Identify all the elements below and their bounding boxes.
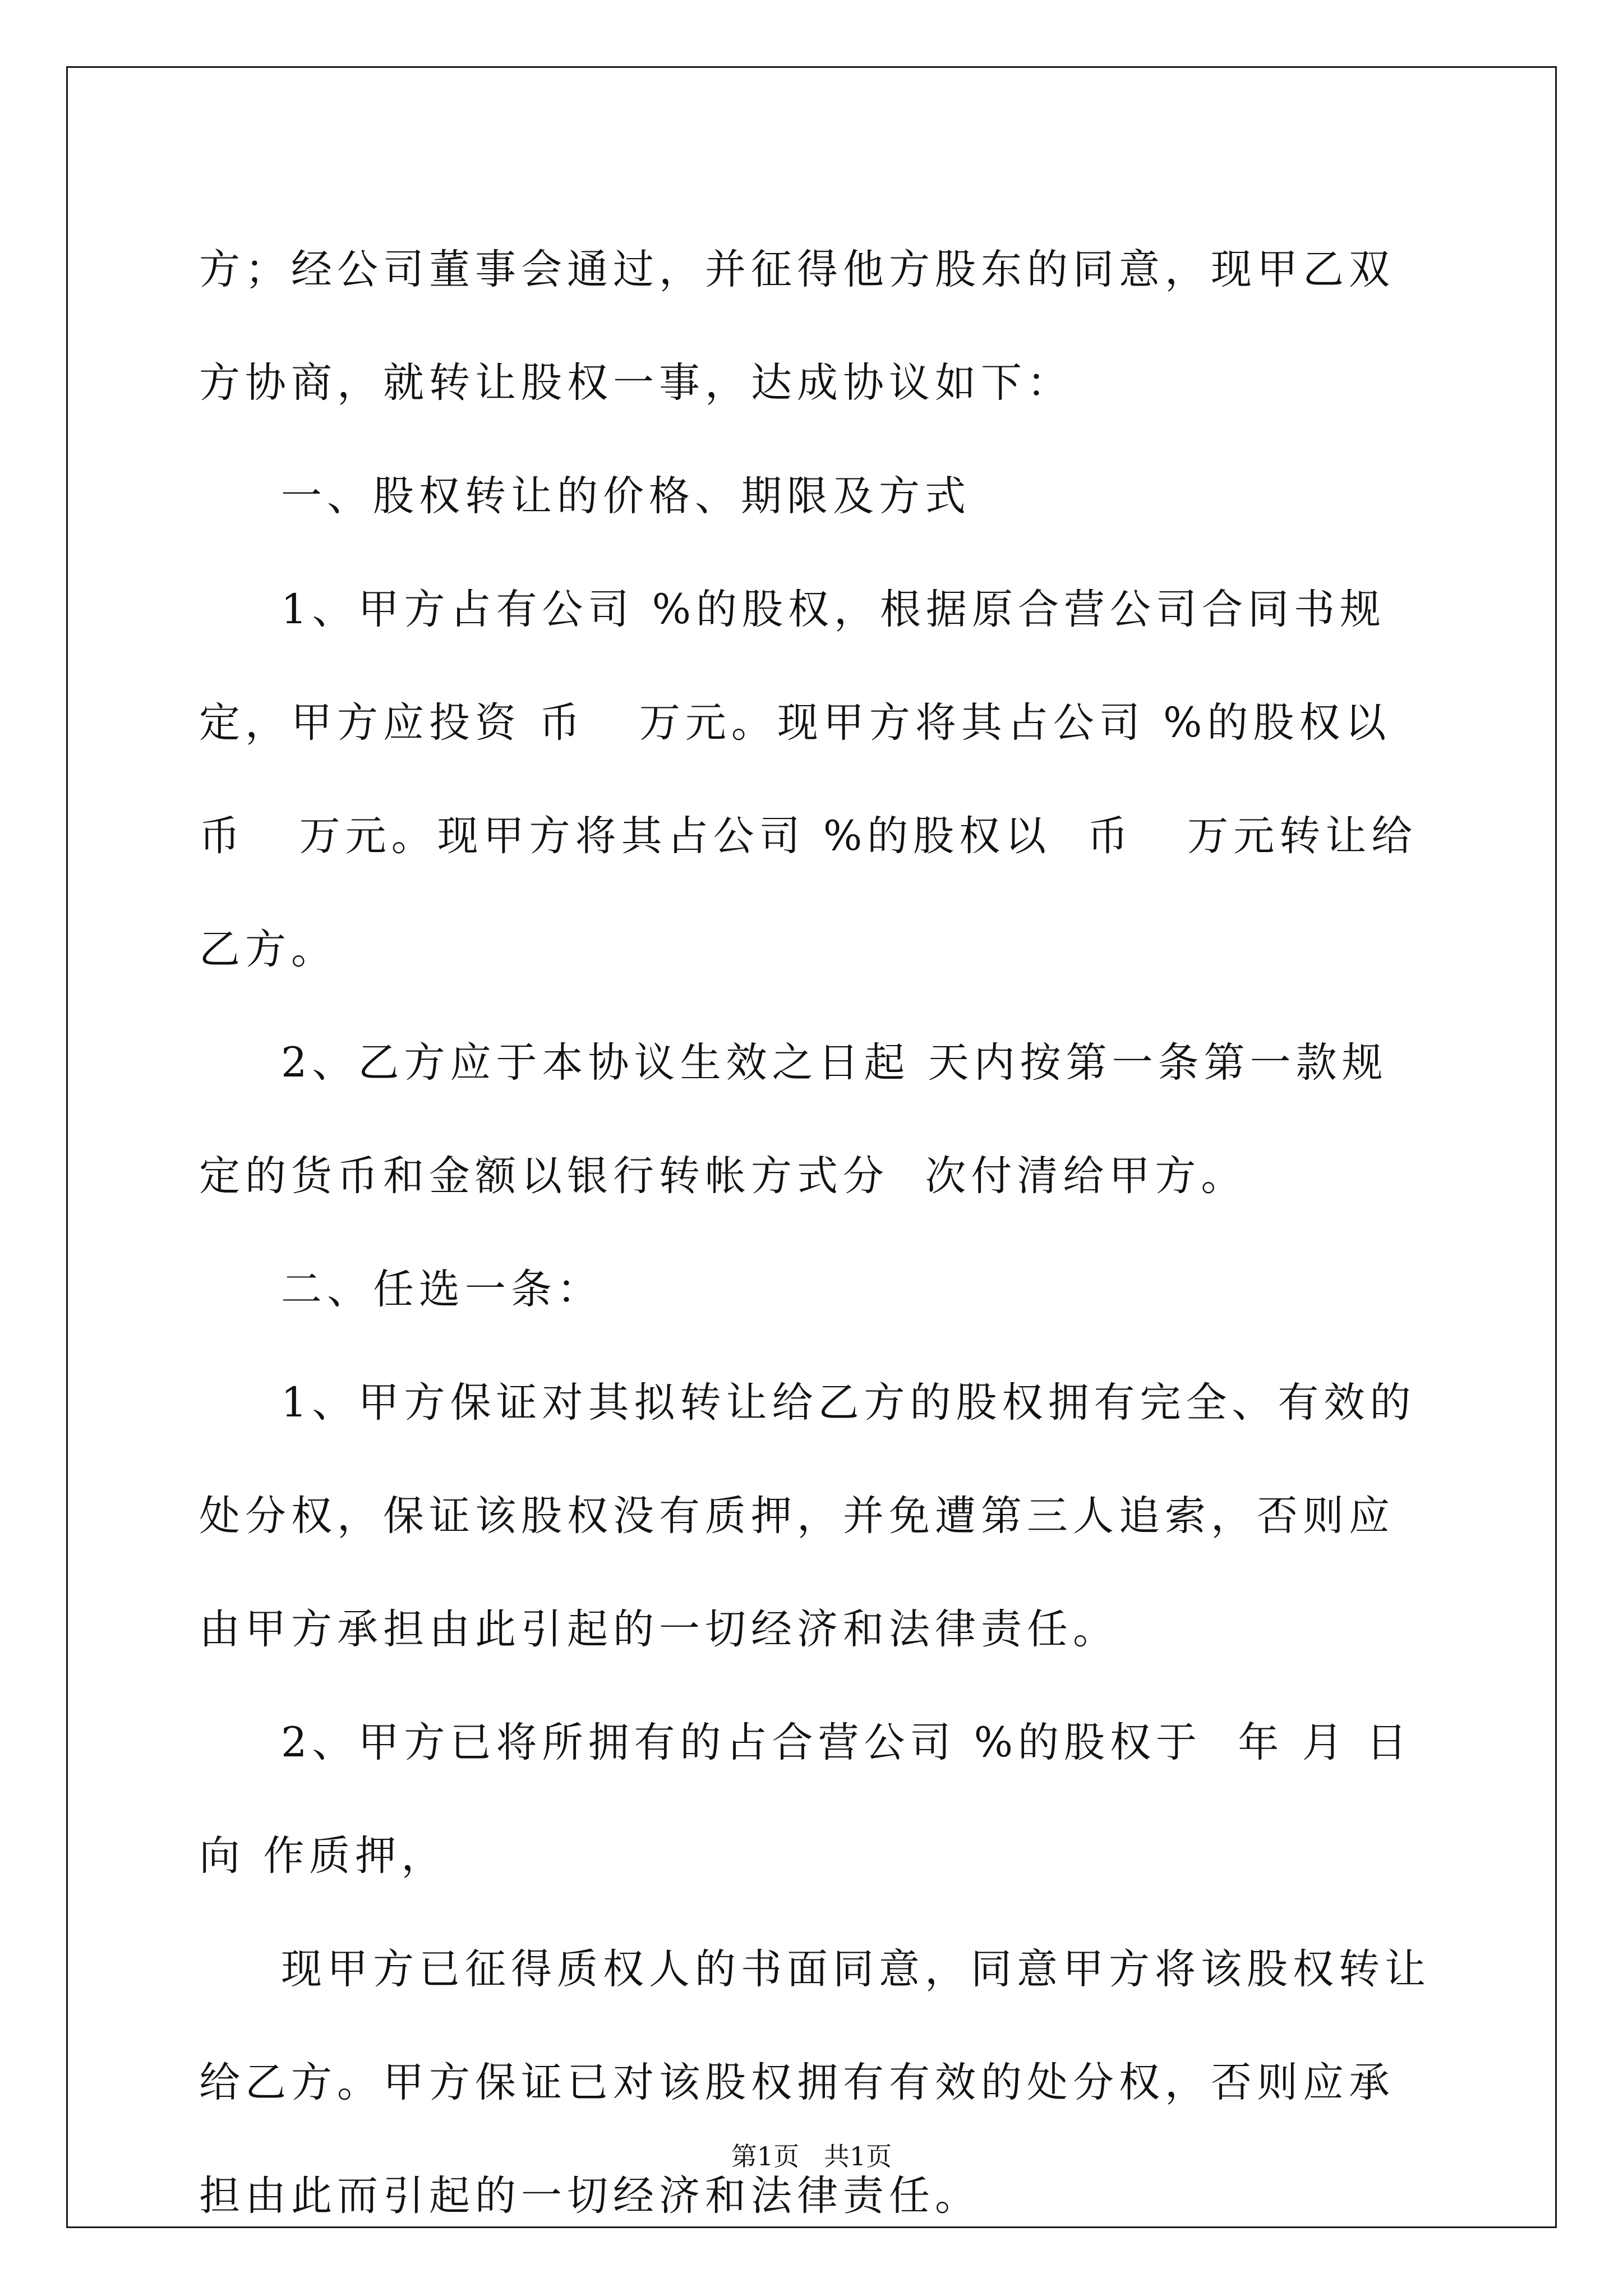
- page-number: 第1页 共1页: [731, 2141, 892, 2171]
- paragraph-clause-2-2: 2、甲方已将所拥有的占合营公司 %的股权于 年 月 日向 作质押，: [199, 1719, 1412, 1880]
- paragraph-clause-2-1: 1、甲方保证对其拟转让给乙方的股权拥有完全、有效的处分权，保证该股权没有质押，并免遭第三人追索，否则应由甲方承担由此引起的一切经济和法律责任。: [199, 1379, 1416, 1653]
- document-body: [199, 213, 1433, 2253]
- paragraph-intro: 方；经公司董事会通过，并征得他方股东的同意，现甲乙双方协商，就转让股权一事，达成协议如下：: [199, 246, 1395, 407]
- section-heading-choose-one: 二、任选一条：: [281, 1266, 603, 1313]
- paragraph-clause-1-2: 2、乙方应于本协议生效之日起 天内按第一条第一款规定的货币和金额以银行转帐方式分 次付清给甲方。: [199, 1039, 1388, 1200]
- paragraph-pledge-consent: 现甲方已征得质权人的书面同意，同意甲方将该股权转让给乙方。甲方保证已对该股权拥有有效的处分权，否则应承担由此而引起的一切经济和法律责任。: [199, 1945, 1431, 2220]
- paragraph-clause-1-1: 1、甲方占有公司 %的股权，根据原合营公司合同书规定，甲方应投资 币 万元。现甲方将其占公司 %的股权以 币 万元。现甲方将其占公司 %的股权以 币 万元转让给乙方。: [199, 586, 1427, 973]
- section-heading-price-term: 一、股权转让的价格、期限及方式: [281, 472, 971, 520]
